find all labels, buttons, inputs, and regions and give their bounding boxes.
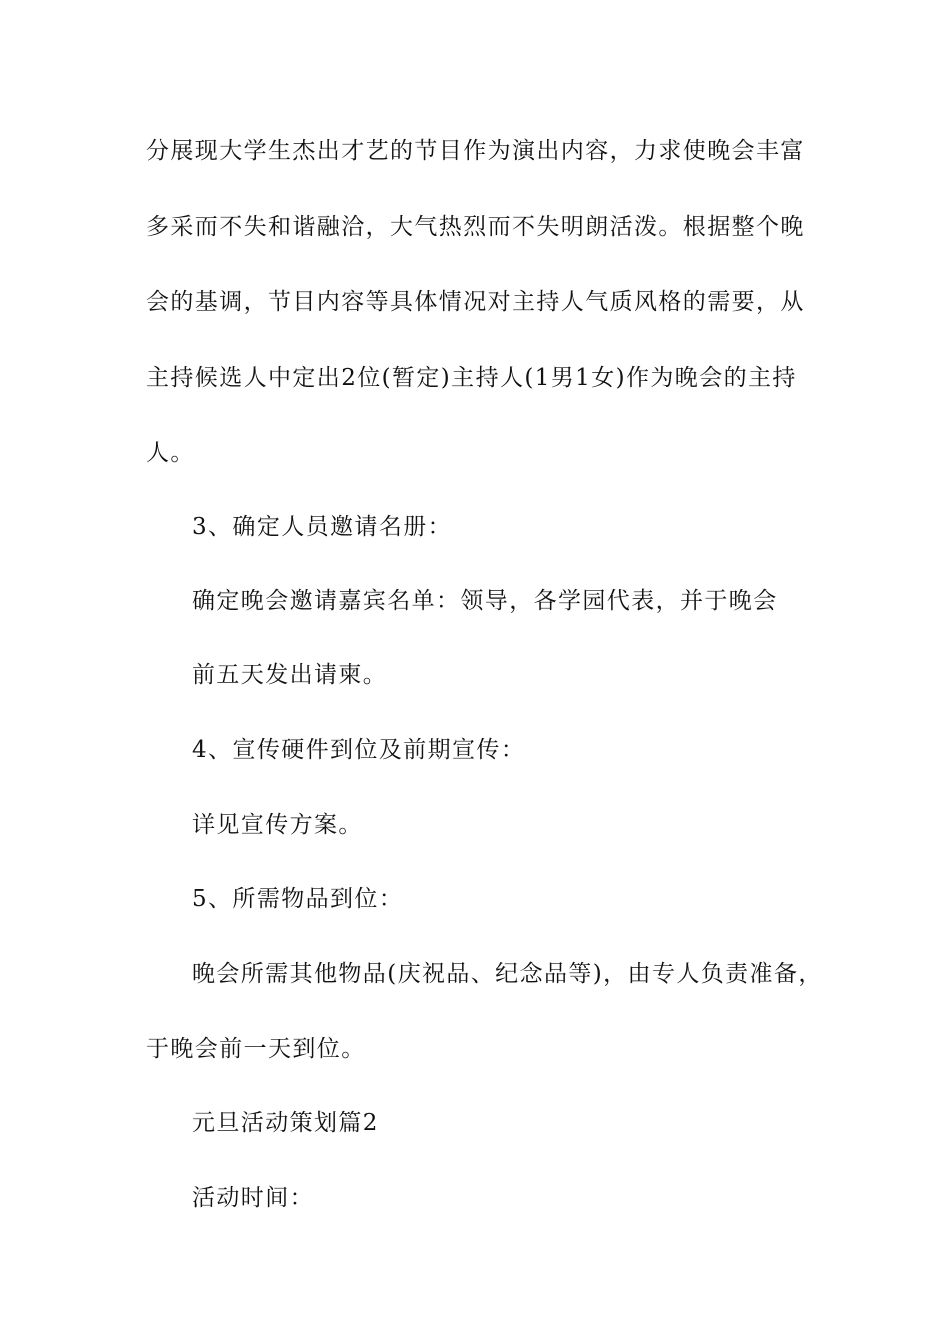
section-title: 元旦活动策划篇2	[192, 1110, 379, 1136]
paragraph-line: 活动时间：	[192, 1185, 314, 1211]
paragraph-line: 前五天发出请柬。	[192, 662, 388, 688]
paragraph-line: 详见宣传方案。	[192, 812, 363, 838]
section-heading: 4、宣传硬件到位及前期宣传：	[192, 737, 526, 763]
paragraph-line: 多采而不失和谐融洽，大气热烈而不失明朗活泼。根据整个晚	[146, 214, 805, 240]
section-heading: 5、所需物品到位：	[192, 886, 404, 912]
section-heading: 3、确定人员邀请名册：	[192, 514, 453, 540]
paragraph-line: 于晚会前一天到位。	[146, 1036, 366, 1062]
paragraph-line: 晚会所需其他物品(庆祝品、纪念品等)，由专人负责准备，	[192, 961, 823, 987]
paragraph-line: 分展现大学生杰出才艺的节目作为演出内容，力求使晚会丰富	[146, 138, 805, 164]
paragraph-line: 人。	[146, 440, 195, 466]
paragraph-line: 主持候选人中定出2位(暂定)主持人(1男1女)作为晚会的主持	[146, 365, 797, 391]
paragraph-line: 会的基调，节目内容等具体情况对主持人气质风格的需要，从	[146, 289, 805, 315]
paragraph-line: 确定晚会邀请嘉宾名单：领导，各学园代表，并于晚会	[192, 588, 778, 614]
